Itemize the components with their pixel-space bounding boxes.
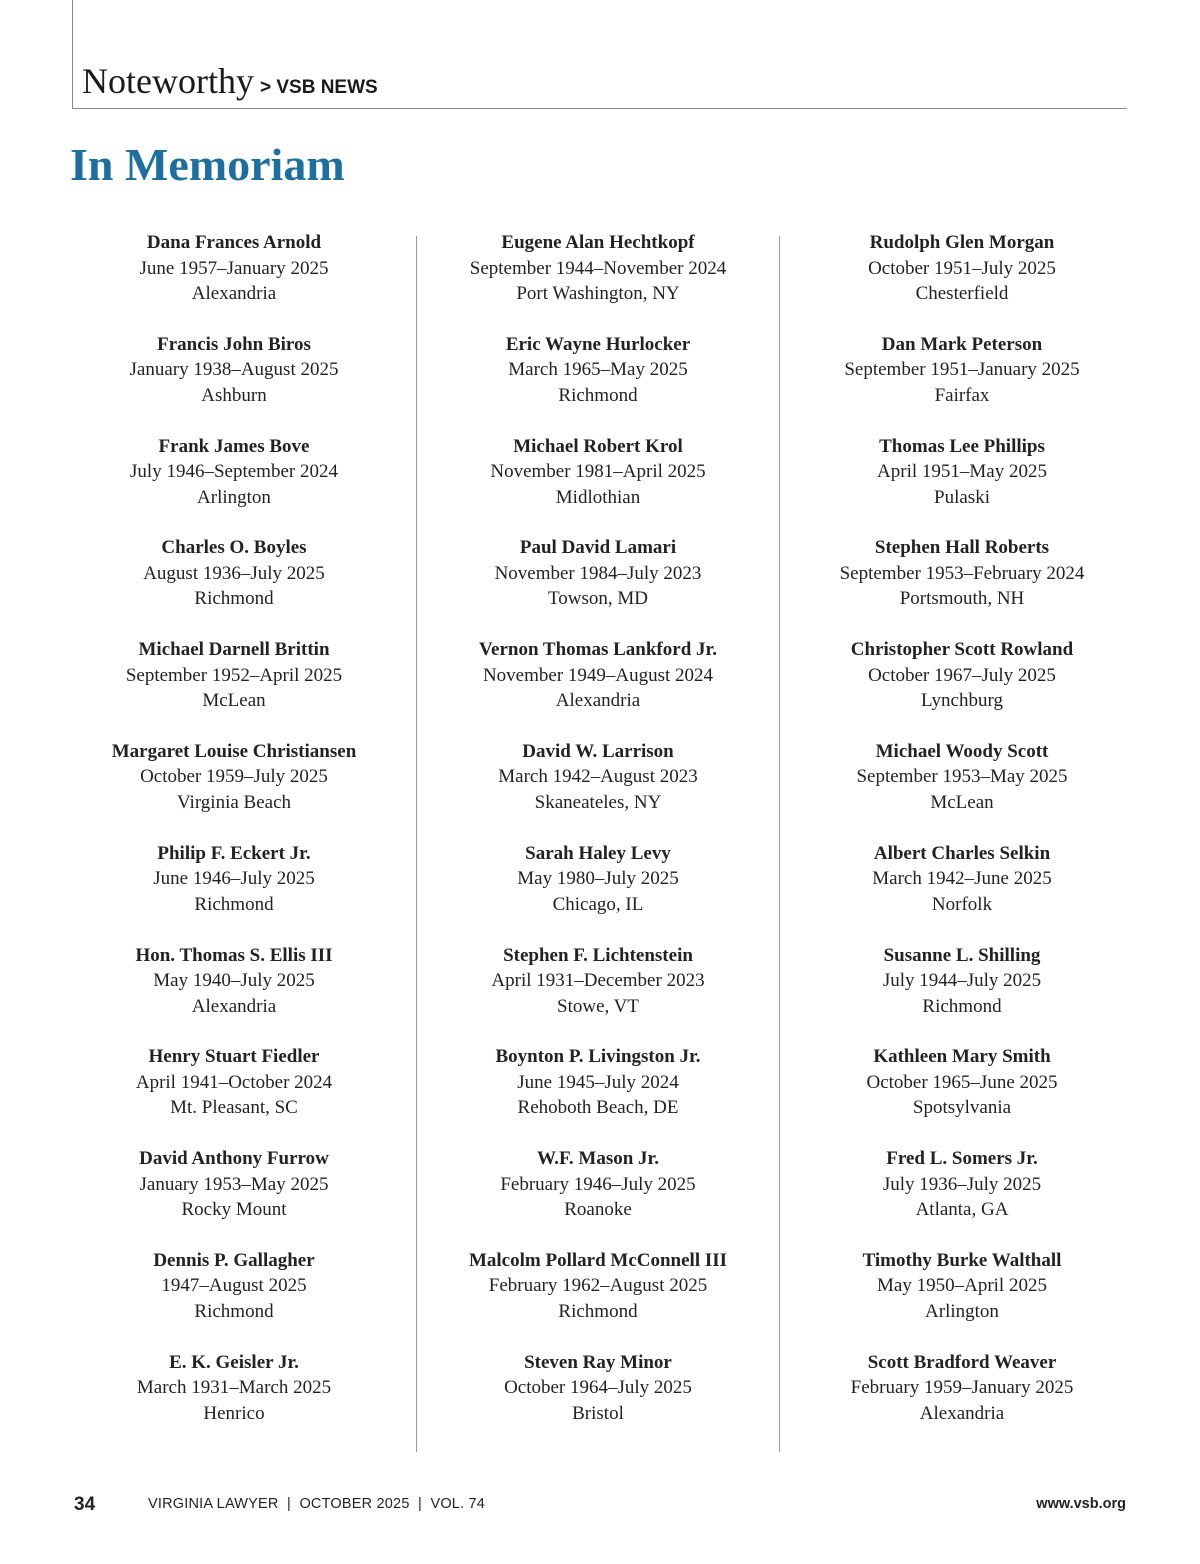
entry-dates: September 1951–January 2025 (844, 359, 1080, 381)
entry-place: McLean (930, 791, 994, 813)
entry-place: Alexandria (555, 690, 641, 712)
memorial-entry (792, 739, 1132, 841)
entry-place: Chicago, IL (552, 893, 644, 915)
entry-name: Francis John Biros (157, 333, 311, 355)
memorial-column-3 (792, 230, 1132, 1452)
entry-place: Alexandria (919, 1402, 1005, 1424)
entry-place: Richmond (194, 588, 274, 610)
memorial-entry (64, 230, 404, 332)
memorial-entry (64, 841, 404, 943)
memorial-entry (428, 1350, 768, 1452)
entry-name: Thomas Lee Phillips (879, 435, 1045, 457)
page-number: 34 (74, 1494, 96, 1515)
entry-name: Paul David Lamari (519, 537, 677, 559)
entry-place: Midlothian (555, 486, 641, 508)
entry-place: Richmond (194, 1300, 274, 1322)
entry-name: Michael Robert Krol (513, 435, 683, 457)
entry-dates: November 1984–July 2023 (494, 562, 702, 584)
memorial-entry (428, 535, 768, 637)
entry-dates: October 1951–July 2025 (868, 257, 1056, 279)
entry-name: Henry Stuart Fiedler (148, 1046, 320, 1068)
entry-name: Dennis P. Gallagher (153, 1249, 315, 1271)
entry-name: Frank James Bove (158, 435, 310, 457)
memorial-entry (792, 637, 1132, 739)
entry-place: Richmond (194, 893, 274, 915)
entry-place: Bristol (572, 1402, 624, 1424)
entry-place: Roanoke (564, 1199, 632, 1221)
entry-name: Eric Wayne Hurlocker (505, 333, 691, 355)
entry-place: Alexandria (191, 283, 277, 304)
memorial-entry (428, 1044, 768, 1146)
entry-name: David W. Larrison (522, 740, 674, 762)
entry-place: Rehoboth Beach, DE (517, 1097, 679, 1119)
memorial-entry (428, 1146, 768, 1248)
entry-place: Lynchburg (921, 690, 1003, 712)
entry-name: Dan Mark Peterson (881, 333, 1043, 355)
entry-dates: March 1931–March 2025 (136, 1377, 332, 1399)
memorial-entry (792, 1248, 1132, 1350)
entry-dates: October 1959–July 2025 (140, 766, 328, 788)
entry-dates: 1947–August 2025 (161, 1275, 307, 1297)
entry-dates: May 1950–April 2025 (877, 1275, 1047, 1297)
entry-place: Stowe, VT (557, 995, 639, 1017)
entry-name: Fred L. Somers Jr. (886, 1148, 1038, 1170)
entry-place: Atlanta, GA (915, 1199, 1009, 1221)
memorial-entry (428, 332, 768, 434)
memorial-entry (64, 1044, 404, 1146)
memorial-entry (64, 637, 404, 739)
entry-dates: March 1942–August 2023 (498, 766, 698, 788)
entry-place: Mt. Pleasant, SC (170, 1097, 298, 1119)
memorial-entry (64, 1248, 404, 1350)
entry-name: Malcolm Pollard McConnell III (468, 1249, 728, 1271)
entry-place: Towson, MD (547, 588, 648, 610)
entry-place: Port Washington, NY (516, 283, 680, 304)
entry-dates: July 1936–July 2025 (882, 1173, 1042, 1195)
entry-dates: June 1957–January 2025 (139, 257, 329, 279)
entry-place: Richmond (922, 995, 1002, 1017)
entry-name: Eugene Alan Hechtkopf (501, 232, 695, 253)
entry-name: E. K. Geisler Jr. (169, 1351, 299, 1373)
entry-name: Kathleen Mary Smith (873, 1046, 1051, 1068)
entry-name: David Anthony Furrow (139, 1148, 329, 1170)
memorial-entry (64, 739, 404, 841)
entry-dates: November 1949–August 2024 (482, 664, 714, 686)
running-header (82, 60, 378, 102)
section-name: Noteworthy (82, 61, 254, 101)
entry-place: Norfolk (931, 893, 993, 915)
header-vertical-rule (72, 0, 73, 109)
entry-dates: September 1952–April 2025 (125, 664, 343, 686)
entry-dates: January 1938–August 2025 (129, 359, 339, 381)
entry-place: Skaneateles, NY (534, 791, 662, 813)
entry-name: Margaret Louise Christiansen (111, 740, 357, 762)
entry-place: Ashburn (201, 384, 267, 406)
entry-name: Christopher Scott Rowland (850, 639, 1074, 661)
entry-dates: May 1980–July 2025 (517, 868, 679, 890)
entry-place: Portsmouth, NH (899, 588, 1025, 610)
entry-place: Henrico (203, 1402, 265, 1424)
entry-dates: July 1946–September 2024 (130, 461, 338, 483)
entry-name: Susanne L. Shilling (883, 944, 1041, 966)
entry-dates: March 1942–June 2025 (872, 868, 1052, 890)
memorial-entry (428, 739, 768, 841)
column-divider (779, 236, 780, 1452)
page-title: In Memoriam (70, 139, 345, 190)
memorial-entry (792, 841, 1132, 943)
entry-name: W.F. Mason Jr. (537, 1148, 659, 1170)
memorial-entry (792, 1044, 1132, 1146)
entry-dates: April 1941–October 2024 (135, 1071, 333, 1093)
entry-dates: November 1981–April 2025 (490, 461, 706, 483)
entry-place: Virginia Beach (176, 791, 292, 813)
entry-dates: June 1945–July 2024 (517, 1071, 679, 1093)
entry-dates: July 1944–July 2025 (882, 970, 1042, 992)
entry-name: Sarah Haley Levy (525, 842, 671, 864)
entry-name: Hon. Thomas S. Ellis III (135, 944, 333, 966)
entry-place: Richmond (558, 384, 638, 406)
entry-name: Charles O. Boyles (161, 537, 307, 559)
entry-place: Fairfax (934, 384, 990, 406)
memorial-entry (64, 434, 404, 536)
entry-dates: October 1967–July 2025 (868, 664, 1056, 686)
entry-name: Albert Charles Selkin (873, 842, 1051, 864)
entry-place: McLean (202, 690, 266, 712)
entry-dates: September 1944–November 2024 (469, 257, 727, 279)
memorial-entry (428, 943, 768, 1045)
entry-place: Alexandria (191, 995, 277, 1017)
memorial-entry (792, 332, 1132, 434)
column-divider (416, 236, 417, 1452)
entry-name: Stephen Hall Roberts (874, 537, 1050, 559)
memorial-entry (64, 535, 404, 637)
memorial-entry (792, 230, 1132, 332)
memorial-entry (64, 1350, 404, 1452)
entry-name: Michael Darnell Brittin (138, 639, 330, 661)
entry-dates: October 1965–June 2025 (866, 1071, 1058, 1093)
memorial-entry (428, 841, 768, 943)
entry-name: Boynton P. Livingston Jr. (495, 1046, 701, 1068)
entry-name: Stephen F. Lichtenstein (503, 944, 693, 966)
memorial-entry (792, 434, 1132, 536)
entry-dates: October 1964–July 2025 (504, 1377, 692, 1399)
memorial-entry (428, 434, 768, 536)
memorial-entry (64, 1146, 404, 1248)
entry-dates: February 1959–January 2025 (850, 1377, 1074, 1399)
entry-place: Rocky Mount (181, 1199, 287, 1221)
entry-dates: January 1953–May 2025 (139, 1173, 329, 1195)
entry-dates: September 1953–February 2024 (839, 562, 1085, 584)
entry-dates: June 1946–July 2025 (153, 868, 315, 890)
entry-place: Pulaski (934, 486, 990, 508)
entry-dates: April 1931–December 2023 (491, 970, 705, 992)
entry-dates: August 1936–July 2025 (143, 562, 325, 584)
entry-place: Arlington (197, 486, 271, 508)
entry-name: Timothy Burke Walthall (862, 1249, 1062, 1271)
entry-place: Richmond (558, 1300, 638, 1322)
entry-dates: February 1962–August 2025 (488, 1275, 708, 1297)
entry-name: Steven Ray Minor (524, 1351, 672, 1373)
section-subtitle: > VSB NEWS (259, 77, 378, 98)
entry-dates: May 1940–July 2025 (153, 970, 315, 992)
website-link[interactable]: www.vsb.org (1036, 1496, 1126, 1512)
entry-dates: February 1946–July 2025 (500, 1173, 696, 1195)
entry-name: Dana Frances Arnold (146, 232, 322, 253)
header-horizontal-rule (72, 108, 1127, 109)
entry-name: Scott Bradford Weaver (867, 1351, 1057, 1373)
entry-name: Vernon Thomas Lankford Jr. (479, 639, 717, 661)
memorial-entry (428, 230, 768, 332)
entry-place: Spotsylvania (912, 1097, 1012, 1119)
memorial-column-1 (64, 230, 404, 1452)
entry-name: Rudolph Glen Morgan (869, 232, 1055, 253)
memorial-entry (64, 332, 404, 434)
entry-place: Chesterfield (915, 283, 1009, 304)
memorial-entry (792, 943, 1132, 1045)
entry-dates: September 1953–May 2025 (856, 766, 1068, 788)
memorial-entry (428, 1248, 768, 1350)
entry-dates: March 1965–May 2025 (508, 359, 688, 381)
memorial-column-2 (428, 230, 768, 1452)
entry-name: Michael Woody Scott (875, 740, 1049, 762)
publication-line: VIRGINIA LAWYER | OCTOBER 2025 | VOL. 74 (148, 1496, 486, 1512)
memorial-entry (64, 943, 404, 1045)
memorial-entry (792, 1146, 1132, 1248)
memorial-entry (792, 535, 1132, 637)
entry-name: Philip F. Eckert Jr. (157, 842, 311, 864)
entry-place: Arlington (925, 1300, 999, 1322)
memorial-entry (428, 637, 768, 739)
entry-dates: April 1951–May 2025 (877, 461, 1047, 483)
memorial-entry (792, 1350, 1132, 1452)
